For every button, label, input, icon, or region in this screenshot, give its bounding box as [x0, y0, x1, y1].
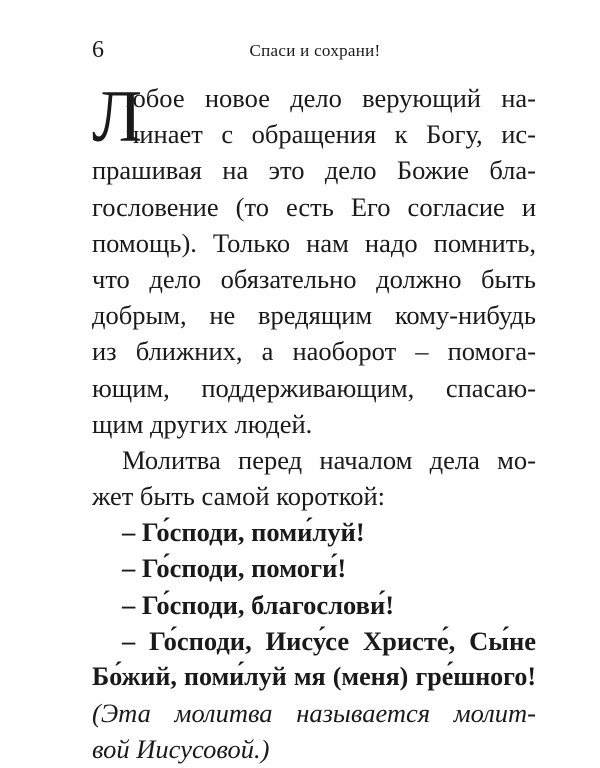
prayer-line: – Го́споди, поми́луй! [122, 517, 365, 548]
note-line: вой Иисусовой.) [92, 734, 270, 765]
text-line: щим других людей. [92, 408, 313, 439]
prayer-line: – Го́споди, помоги́! [122, 553, 347, 584]
text-line: Молитва перед началом дела мо- [122, 444, 536, 475]
note-line: (Эта молитва называется молит- [92, 698, 536, 729]
running-title: Спаси и сохрани! [249, 41, 381, 60]
text-line: юбое новое дело верующий на- [126, 83, 536, 113]
prayer-note [92, 695, 536, 767]
text-line: прашивая на это дело Божие бла- [92, 155, 536, 186]
page-number: 6 [92, 37, 104, 63]
text-line: ющим, поддерживающим, спасаю- [92, 372, 536, 403]
prayer-line: – Го́споди, благослови́! [122, 589, 395, 620]
body-text [92, 76, 536, 768]
first-paragraph [92, 76, 536, 442]
prayer-line: – Го́споди, Иису́се Христе́, Сы́не [122, 625, 536, 656]
drop-cap: Л [92, 76, 143, 158]
prayer-block [92, 514, 536, 695]
prayer-line: Бо́жий, поми́луй мя (меня) гре́шного! [92, 662, 536, 691]
text-line: из ближних, а наоборот – помога- [92, 336, 536, 367]
text-line: жет быть самой короткой: [92, 481, 386, 512]
text-line: что дело обязательно должно быть [92, 263, 536, 294]
text-line: чинает с обращения к Богу, ис- [126, 119, 536, 150]
text-line: добрым, не вредящим кому-нибудь [92, 300, 536, 331]
second-paragraph [92, 442, 536, 514]
text-line: помощь). Только нам надо помнить, [92, 227, 536, 258]
text-line: гословение (то есть Его согласие и [92, 191, 536, 222]
